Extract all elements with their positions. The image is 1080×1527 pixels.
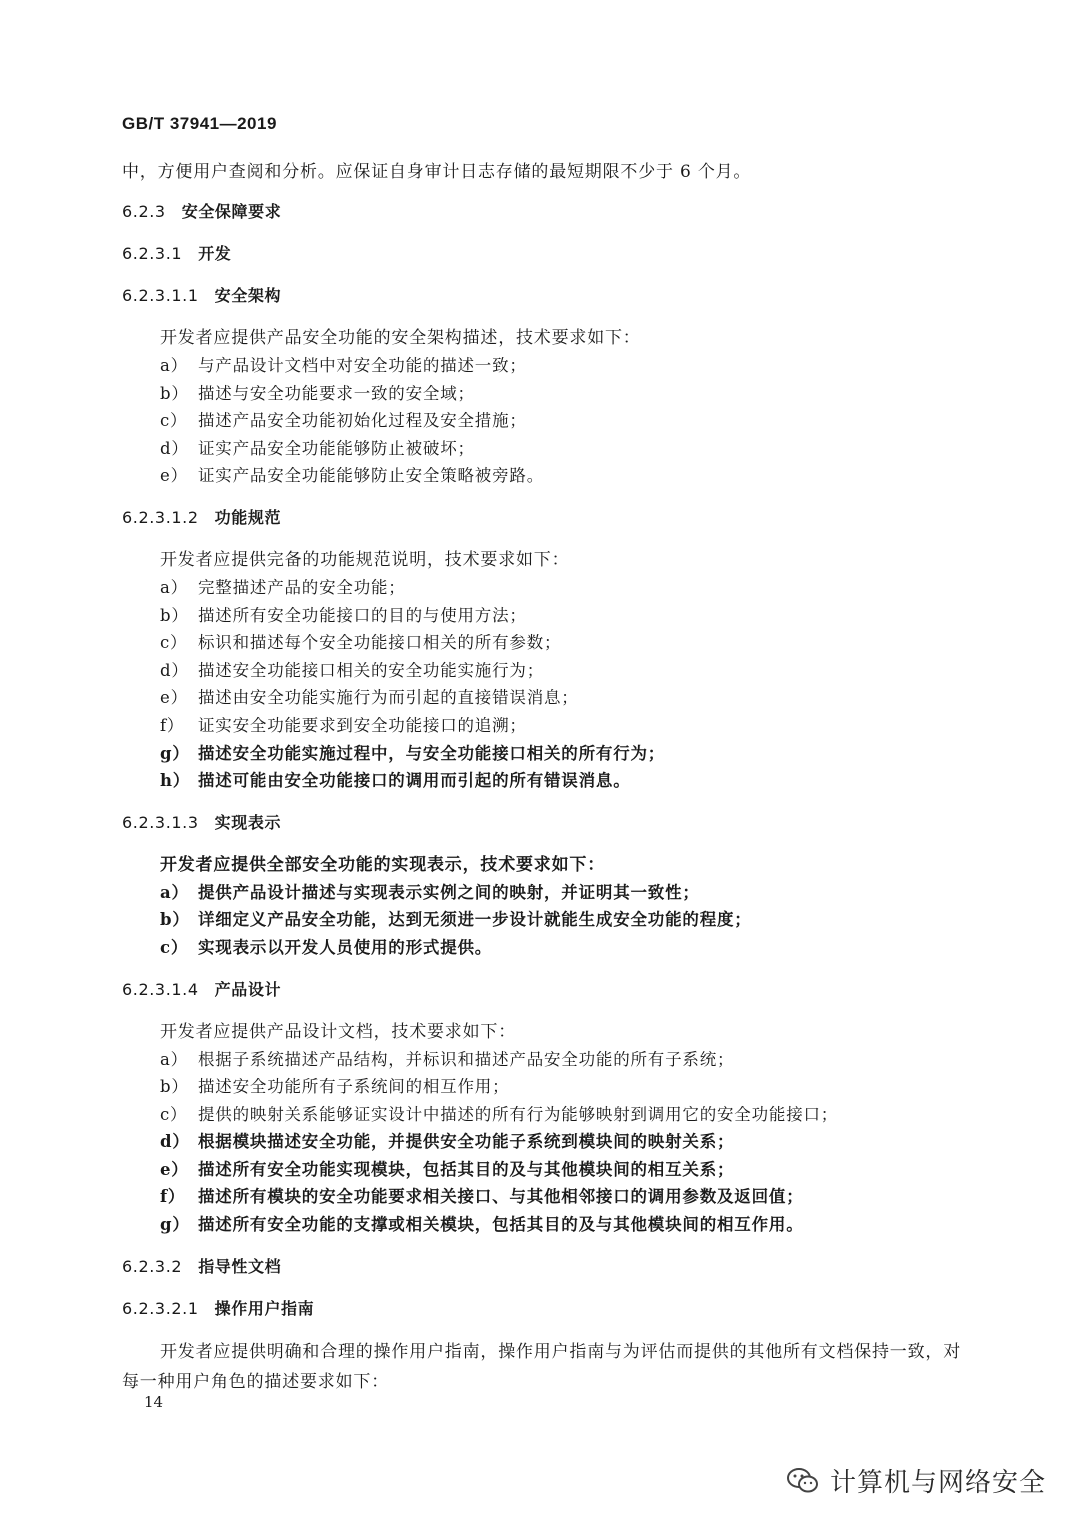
list-item [122, 740, 962, 768]
list-item [122, 684, 962, 712]
list-item [122, 629, 962, 657]
list-item [122, 657, 962, 685]
section-title: 开发 [198, 244, 232, 263]
section-heading [122, 976, 962, 1004]
list-item-label: h） [160, 771, 191, 791]
list-item [122, 1156, 962, 1184]
section-title: 安全保障要求 [181, 202, 282, 221]
section-number: 6.2.3.1.3 [122, 812, 199, 832]
list-item-label: b） [160, 383, 189, 403]
list-item-label: e） [160, 1159, 189, 1179]
list-item-text: 根据模块描述安全功能，并提供安全功能子系统到模块间的映射关系； [198, 1132, 735, 1152]
list-item [122, 407, 962, 435]
requirement-intro: 开发者应提供产品安全功能的安全架构描述，技术要求如下： [160, 328, 641, 348]
section-title: 指导性文档 [198, 1256, 282, 1276]
requirement-intro: 开发者应提供完备的功能规范说明，技术要求如下： [160, 549, 570, 570]
watermark-text: 计算机与网络安全 [829, 1468, 1046, 1498]
section-heading [122, 809, 962, 837]
list-item-label: g） [160, 1215, 190, 1235]
list-item [122, 602, 962, 630]
section-heading [122, 282, 962, 310]
section-number: 6.2.3.2.1 [122, 1298, 199, 1318]
section-title: 实现表示 [214, 812, 282, 832]
list-item [122, 712, 962, 740]
list-item-label: c） [160, 411, 188, 431]
section-title: 产品设计 [214, 979, 282, 999]
list-item-label: b） [160, 605, 189, 625]
list-item-label: c） [160, 937, 189, 957]
list-item [122, 1183, 962, 1211]
list-item [122, 380, 962, 408]
list-item-text: 根据子系统描述产品结构，并标识和描述产品安全功能的所有子系统； [198, 1049, 735, 1069]
list-item-text: 描述所有安全功能接口的目的与使用方法； [198, 605, 527, 625]
section-number: 6.2.3.1.4 [122, 979, 199, 999]
list-item-text: 描述由安全功能实施行为而引起的直接错误消息； [198, 688, 579, 708]
list-item [122, 1073, 962, 1101]
wechat-icon [786, 1466, 820, 1496]
list-item-label: f） [160, 1187, 186, 1207]
section-number: 6.2.3.1.2 [122, 507, 199, 527]
document-code: GB/T 37941—2019 [122, 114, 277, 133]
list-item [122, 767, 962, 795]
page-body [122, 158, 962, 1397]
section-number: 6.2.3.1.1 [122, 286, 199, 305]
list-item-text: 描述所有安全功能的支撑或相关模块，包括其目的及与其他模块间的相互作用。 [198, 1215, 804, 1235]
list-item-label: c） [160, 1104, 188, 1124]
section-heading [122, 504, 962, 532]
list-item [122, 906, 962, 934]
list-item-label: e） [160, 466, 188, 486]
list-item [122, 1101, 962, 1129]
section-heading [122, 1295, 962, 1323]
list-item-text: 描述与安全功能要求一致的安全域； [198, 383, 475, 403]
list-item-text: 详细定义产品安全功能，达到无须进一步设计就能生成安全功能的程度； [198, 910, 752, 930]
list-item [122, 574, 962, 602]
list-item [122, 934, 962, 962]
list-item-text: 证实安全功能要求到安全功能接口的追溯； [198, 715, 527, 735]
requirement-intro: 开发者应提供明确和合理的操作用户指南，操作用户指南与为评估而提供的其他所有文档保持一致，对每一种用户角色的描述要求如下： [122, 1341, 961, 1392]
list-item-text: 提供产品设计描述与实现表示实例之间的映射，并证明其一致性； [198, 882, 700, 902]
list-item-label: e） [160, 688, 188, 708]
section-heading [122, 198, 962, 226]
continuation-paragraph: 中，方便用户查阅和分析。应保证自身审计日志存储的最短期限不少于 6 个月。 [122, 162, 752, 182]
list-item-label: d） [160, 1132, 190, 1152]
list-item-label: a） [160, 356, 188, 375]
list-item-text: 与产品设计文档中对安全功能的描述一致； [198, 356, 527, 375]
list-item [122, 1128, 962, 1156]
section-heading [122, 240, 962, 268]
list-item [122, 462, 962, 490]
list-item-text: 描述可能由安全功能接口的调用而引起的所有错误消息。 [198, 771, 631, 791]
list-item-text: 标识和描述每个安全功能接口相关的所有参数； [198, 633, 562, 653]
list-item-label: b） [160, 1077, 189, 1097]
section-title: 安全架构 [214, 286, 282, 305]
list-item-text: 描述所有安全功能实现模块，包括其目的及与其他模块间的相互关系； [198, 1159, 735, 1179]
section-number: 6.2.3.1 [122, 244, 183, 263]
list-item-text: 完整描述产品的安全功能； [198, 577, 406, 597]
section-number: 6.2.3.2 [122, 1256, 183, 1276]
section-title: 操作用户指南 [214, 1298, 315, 1318]
list-item-label: b） [160, 910, 190, 930]
requirement-intro: 开发者应提供全部安全功能的实现表示，技术要求如下： [160, 854, 605, 875]
section-heading [122, 1253, 962, 1281]
list-item-label: g） [160, 743, 190, 763]
list-item-text: 描述产品安全功能初始化过程及安全措施； [198, 411, 527, 431]
list-item [122, 352, 962, 380]
section-number: 6.2.3 [122, 202, 166, 221]
list-item [122, 879, 962, 907]
list-item-label: d） [160, 660, 189, 680]
list-item-label: c） [160, 633, 188, 653]
list-item-label: f） [160, 715, 185, 735]
list-item-text: 证实产品安全功能能够防止安全策略被旁路。 [198, 466, 544, 486]
requirement-intro: 开发者应提供产品设计文档，技术要求如下： [160, 1021, 516, 1042]
list-item-text: 描述安全功能所有子系统间的相互作用； [198, 1077, 510, 1097]
list-item-text: 提供的映射关系能够证实设计中描述的所有行为能够映射到调用它的安全功能接口； [198, 1104, 839, 1124]
page-number: 14 [144, 1393, 164, 1411]
watermark [786, 1462, 1046, 1499]
list-item [122, 435, 962, 463]
list-item-text: 描述所有模块的安全功能要求相关接口、与其他相邻接口的调用参数及返回值； [198, 1187, 804, 1207]
list-item-label: a） [160, 1049, 188, 1069]
list-item [122, 1046, 962, 1074]
list-item-label: d） [160, 438, 189, 458]
list-item-text: 实现表示以开发人员使用的形式提供。 [198, 937, 493, 957]
list-item-text: 描述安全功能实施过程中，与安全功能接口相关的所有行为； [198, 743, 666, 763]
list-item-label: a） [160, 577, 188, 597]
list-item-label: a） [160, 882, 189, 902]
list-item-text: 描述安全功能接口相关的安全功能实施行为； [198, 660, 544, 680]
list-item [122, 1211, 962, 1239]
list-item-text: 证实产品安全功能能够防止被破坏； [198, 438, 475, 458]
section-title: 功能规范 [214, 507, 282, 527]
